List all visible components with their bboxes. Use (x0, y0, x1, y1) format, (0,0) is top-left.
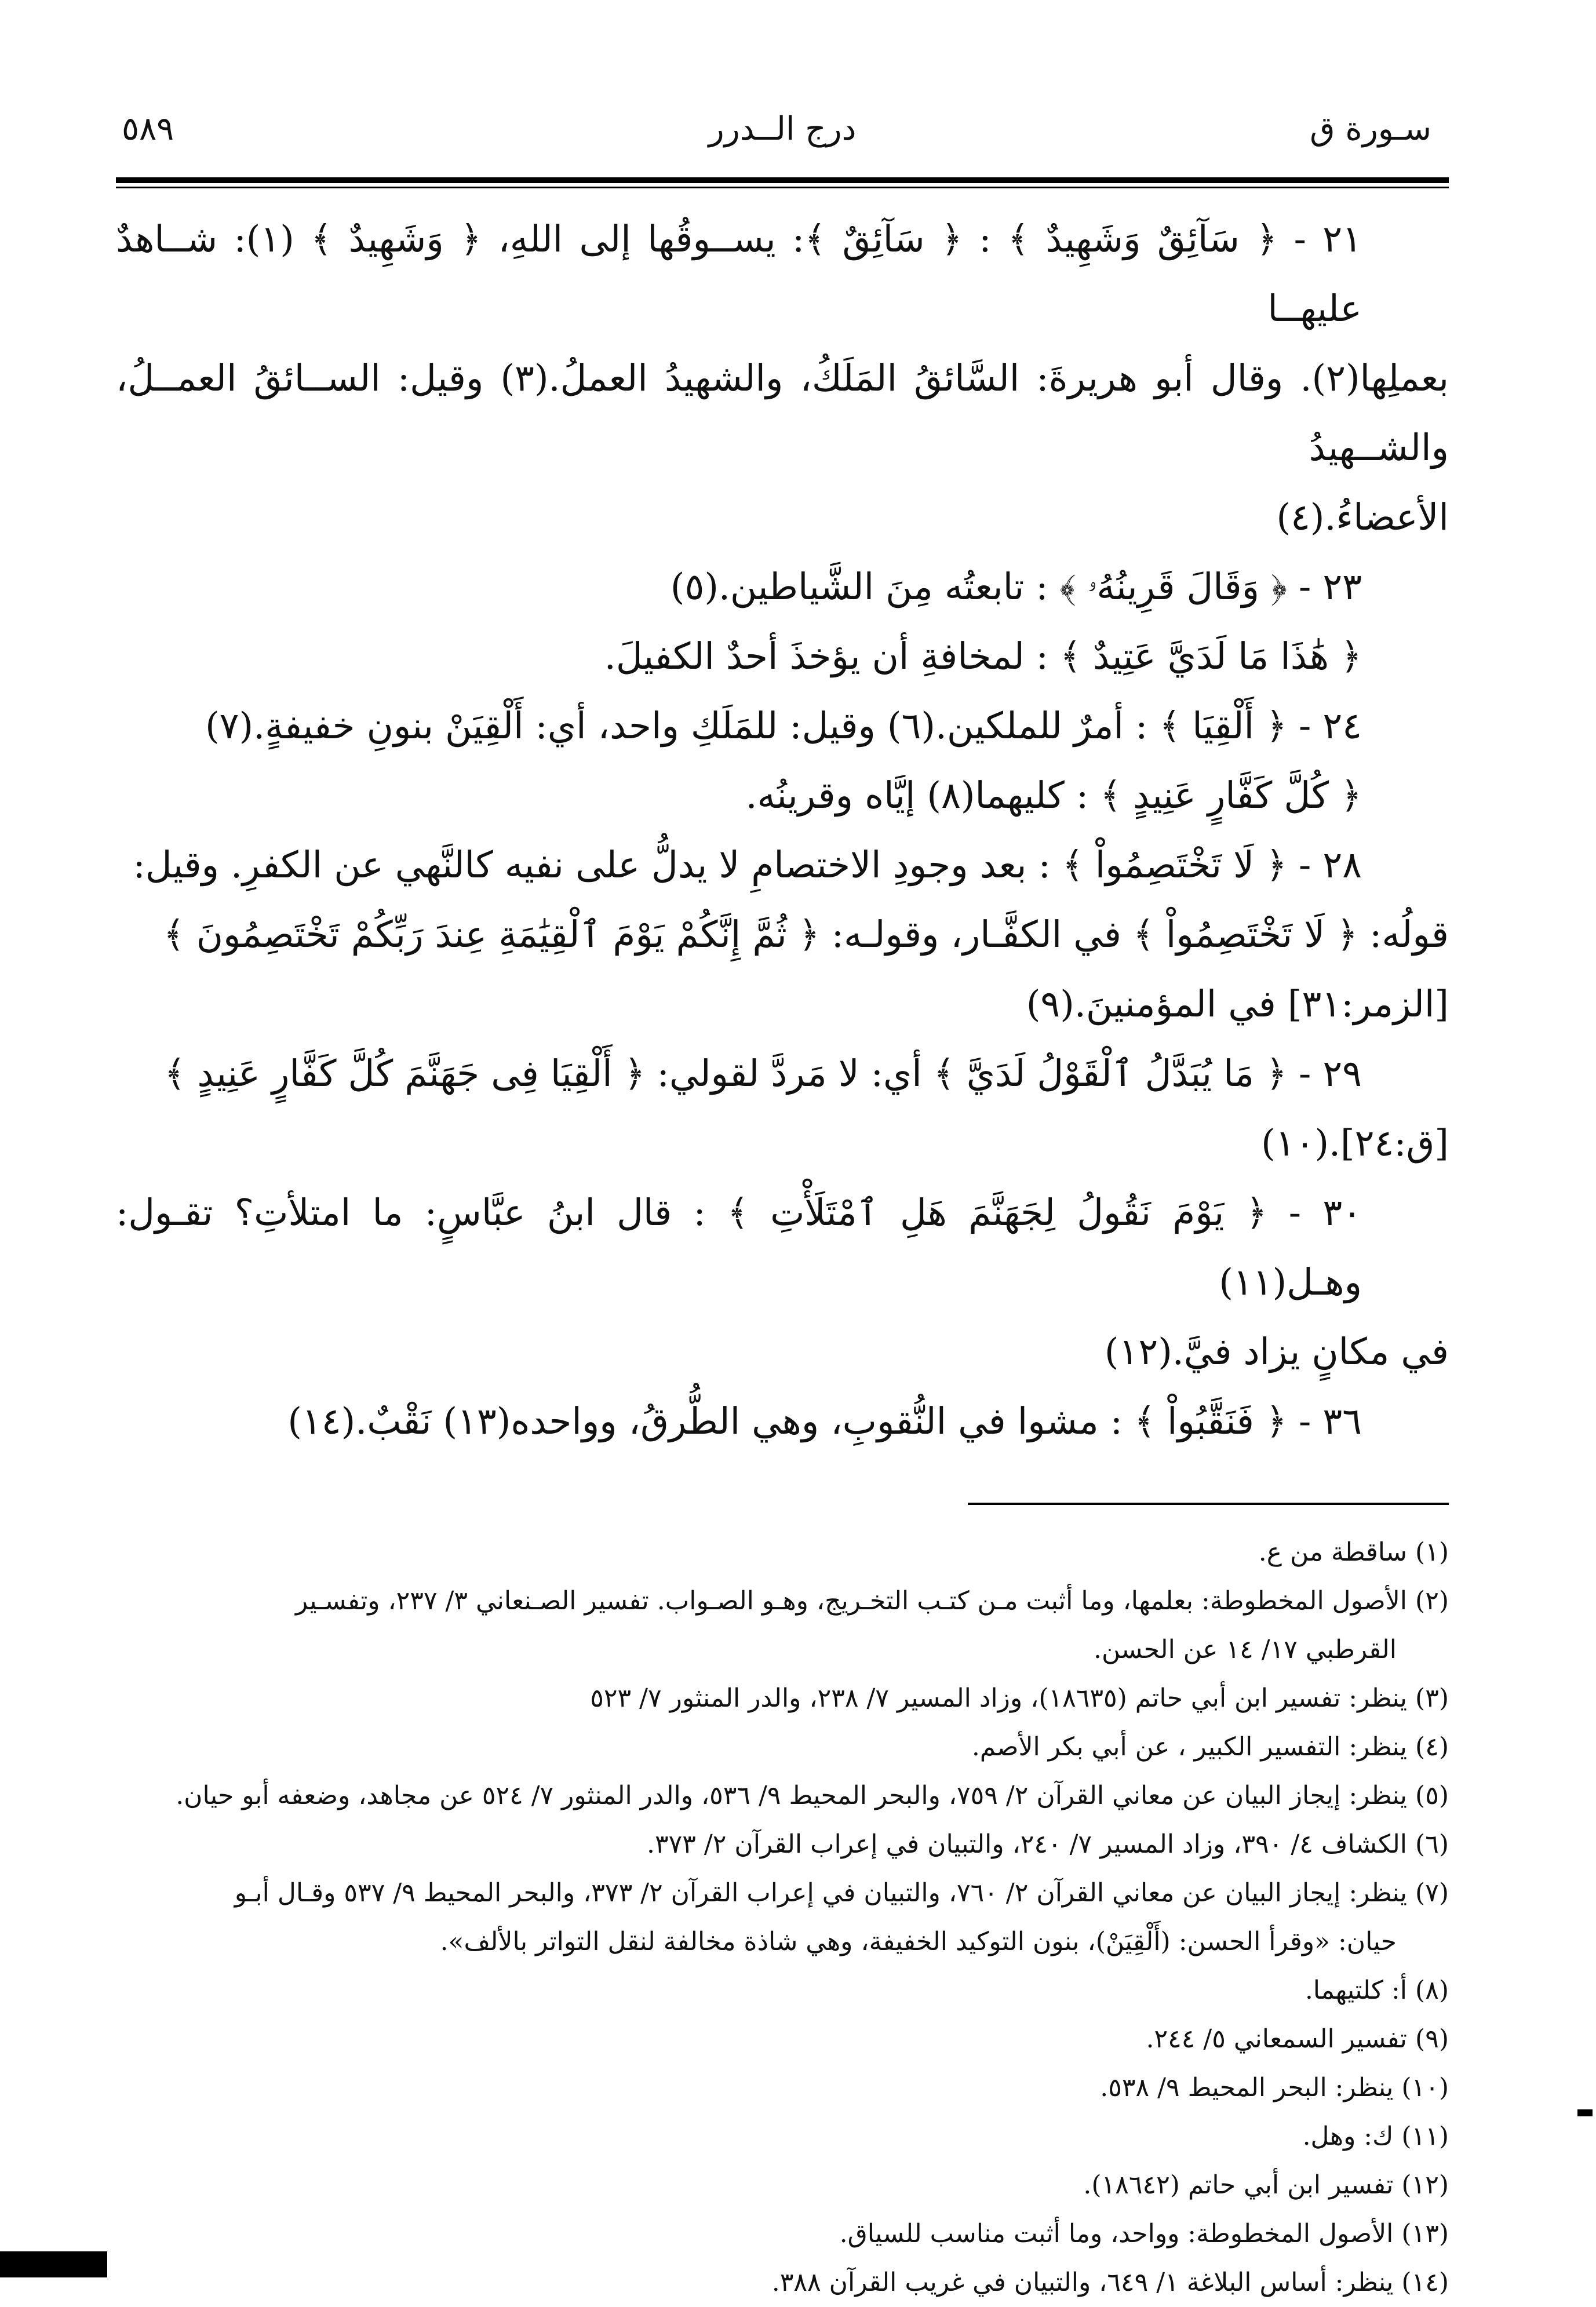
margin-mark (1577, 2109, 1593, 2116)
text-line: ٢٤ - ﴿ أَلْقِيَا ﴾ : أمرٌ للملكين.(٦) وقيل: للمَلَكِ واحد، أي: أَلْقِيَنْ بنونِ خفيفةٍ.(٧) (205, 705, 1362, 747)
text-line: ٣٠ - ﴿ يَوْمَ نَقُولُ لِجَهَنَّمَ هَلِ ٱمْتَلَأْتِ ﴾ : قال ابنُ عبَّاسٍ: ما امتلأتِ؟ تقـول: وهـل(١١) (116, 1191, 1362, 1303)
footnote: (٢) الأصول المخطوطة: بعلمها، وما أثبت مـن كتـب التخـريج، وهـو الصـواب. تفسير الصـنعاني ٣/ ٢٣٧، وتفسـير (296, 1586, 1449, 1616)
footnote: (١٤) ينظر: أساس البلاغة ١/ ٦٤٩، والتبيان في غريب القرآن ٣٨٨. (771, 2268, 1449, 2297)
text-line: ٢٣ - ﴿ وَقَالَ قَرِينُهُۥ ﴾ : تابعتُه مِنَ الشَّياطين.(٥) (670, 566, 1362, 608)
text-line: الأعضاءُ.(٤) (1276, 496, 1449, 538)
surah-title: سـورة ق (1310, 110, 1431, 148)
page-number: ٥٨٩ (122, 110, 174, 148)
footnote: (٨) أ: كلتيهما. (1305, 1976, 1449, 2005)
book-title: درج الــدرر (708, 110, 857, 148)
footnote: (٧) ينظر: إيجاز البيان عن معاني القرآن ٢/ ٧٦٠، والتبيان في إعراب القرآن ٢/ ٣٧٣، والبحر المحيط ٩/ ٥٣٧ وقـال أبـو (234, 1878, 1449, 1908)
footnote: (٤) ينظر: التفسير الكبير ، عن أبي بكر الأصم. (971, 1732, 1449, 1762)
text-line: ٢٨ - ﴿ لَا تَخْتَصِمُواْ ﴾ : بعد وجودِ الاختصامِ لا يدلُّ على نفيه كالنَّهي عن الكفرِ. وقيل: (133, 844, 1362, 886)
text-line: ٢١ - ﴿ سَآئِقٌ وَشَهِيدٌ ﴾ : ﴿ سَآئِقٌ ﴾: يســوقُها إلى اللهِ، ﴿ وَشَهِيدٌ ﴾ (١): شــاهدٌ عليهــا (116, 218, 1362, 330)
text-line: [الزمر:٣١] في المؤمنينَ.(٩) (1026, 983, 1449, 1025)
header-rule-thick (116, 177, 1449, 183)
footnote-continuation: القرطبي ١٧/ ١٤ عن الحسن. (1094, 1635, 1397, 1664)
text-line: ٢٩ - ﴿ مَا يُبَدَّلُ ٱلْقَوْلُ لَدَيَّ ﴾ أي: لا مَردَّ لقولي: ﴿ أَلْقِيَا فِى جَهَنَّمَ كُلَّ كَفَّارٍ عَنِيدٍ ﴾ (164, 1052, 1362, 1095)
footnote: (٩) تفسير السمعاني ٥/ ٢٤٤. (1146, 2024, 1449, 2054)
text-line: ﴿ كُلَّ كَفَّارٍ عَنِيدٍ ﴾ : كليهما(٨) إيَّاه وقرينُه. (745, 774, 1362, 817)
footnote-separator (968, 1503, 1449, 1505)
running-header (116, 110, 1449, 174)
text-line: في مكانٍ يزاد فيَّ.(١٢) (1104, 1331, 1449, 1373)
footnote: (١٣) الأصول المخطوطة: وواحد، وما أثبت مناسب للسياق. (839, 2219, 1449, 2248)
footnote: (١٢) تفسير ابن أبي حاتم (١٨٦٤٢). (1083, 2170, 1449, 2200)
scan-edge-bar (0, 2251, 107, 2277)
footnote: (٦) الكشاف ٤/ ٣٩٠، وزاد المسير ٧/ ٢٤٠، والتبيان في إعراب القرآن ٢/ ٣٧٣. (647, 1829, 1449, 1859)
text-line: [ق:٢٤].(١٠) (1261, 1122, 1449, 1164)
footnote: (١٠) ينظر: البحر المحيط ٩/ ٥٣٨. (1100, 2073, 1449, 2102)
page (116, 110, 1449, 2307)
main-text (116, 205, 1449, 1456)
text-line: ﴿ هَٰذَا مَا لَدَيَّ عَتِيدٌ ﴾ : لمخافةِ أن يؤخذَ أحدٌ الكفيلَ. (604, 635, 1362, 677)
footnote-continuation: حيان: «وقرأ الحسن: (أَلْقِيَنْ)، بنون التوكيد الخفيفة، وهي شاذة مخالفة لنقل التواتر بالألف». (440, 1927, 1397, 1956)
text-line: بعملِها(٢). وقال أبو هريرةَ: السَّائقُ المَلَكُ، والشهيدُ العملُ.(٣) وقيل: الســائقُ العمــلُ، والشــهيدُ (116, 357, 1449, 469)
footnotes (116, 1528, 1449, 2307)
footnote: (٣) ينظر: تفسير ابن أبي حاتم (١٨٦٣٥)، وزاد المسير ٧/ ٢٣٨، والدر المنثور ٧/ ٥٢٣ (590, 1683, 1449, 1713)
text-line: ٣٦ - ﴿ فَنَقَّبُواْ ﴾ : مشوا في النُّقوبِ، وهي الطُّرقُ، وواحده(١٣) نَقْبٌ.(١٤) (287, 1400, 1362, 1442)
text-line: قولُه: ﴿ لَا تَخْتَصِمُواْ ﴾ في الكفَّـار، وقولـه: ﴿ ثُمَّ إِنَّكُمْ يَوْمَ ٱلْقِيَٰمَةِ عِندَ رَبِّكُمْ تَخْتَصِمُونَ ﴾ (163, 913, 1449, 956)
footnote: (١) ساقطة من ع. (1258, 1537, 1449, 1567)
footnote: (١١) ك: وهل. (1302, 2122, 1449, 2151)
footnote: (٥) ينظر: إيجاز البيان عن معاني القرآن ٢/ ٧٥٩، والبحر المحيط ٩/ ٥٣٦، والدر المنثور ٧/ ٥٢٤ عن مجاهد، وضعفه أبو حيان. (176, 1781, 1449, 1810)
header-rule-thin (116, 187, 1449, 188)
